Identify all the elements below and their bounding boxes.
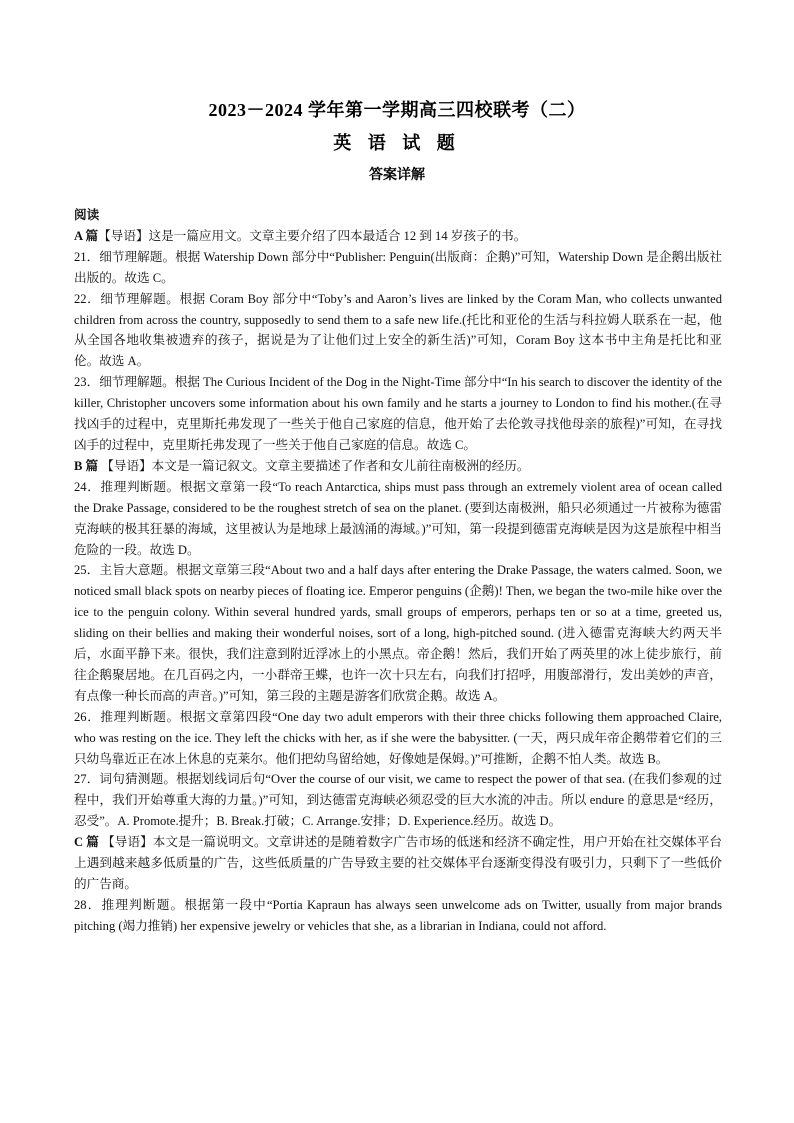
answer-21: 21．细节理解题。根据 Watership Down 部分中“Publisher: Penguin(出版商：企鹅)”可知，Watership Down 是企鹅出版社出版的。故选 C。 [74, 249, 722, 285]
paragraph-a-intro: A 篇【导语】这是一篇应用文。文章主要介绍了四本最适合 12 到 14 岁孩子的书。 [74, 228, 527, 243]
paragraph-b-intro: B 篇 【导语】本文是一篇记叙文。文章主要描述了作者和女儿前往南极洲的经历。 [74, 458, 530, 473]
answer-28: 28．推理判断题。根据第一段中“Portia Kapraun has always seen unwelcome ads on Twitter, usually from major brands pitching (竭力推销) her expensive jewelry or vehicles that she, as a librarian in Indiana, could not afford. [74, 897, 722, 933]
answer-22: 22．细节理解题。根据 Coram Boy 部分中“Toby’s and Aaron’s lives are linked by the Coram Man, who collects unwanted children from across the country, supposedly to send them to a safe new life.(托比和亚伦的生活与科拉姆人联系在一起，他从全国各地收集被遗弃的孩子，据说是为了让他们过上安全的新生活)”可知，Coram Boy 这本书中主角是托比和亚伦。故选 A。 [74, 291, 722, 369]
document-title: 2023－2024 学年第一学期高三四校联考（二） [208, 100, 586, 120]
subject-title: 英 语 试 题 [333, 133, 461, 153]
answer-26: 26．推理判断题。根据文章第四段“One day two adult emperors with their three chicks following them approached Claire, who was resting on the ice. They left the chicks with her, as if she were the babysitter. (一天，两只成年帝企鹅带着它们的三只幼鸟靠近正在冰上休息的克莱尔。他们把幼鸟留给她，好像她是保姆。)”可推断，企鹅不怕人类。故选 B。 [74, 709, 722, 766]
answer-subtitle: 答案详解 [369, 168, 425, 183]
passage-label: B 篇 [74, 458, 99, 473]
answer-24: 24．推理判断题。根据文章第一段“To reach Antarctica, ships must pass through an extremely violent area of ocean called the Drake Passage, considered to be the roughest stretch of sea on the planet. (要到达南极洲，船只必须通过一片被称为德雷克海峡的极其狂暴的海域，这里被认为是地球上最汹涌的海域。)”可知，第一段提到德雷克海峡是因为这是旅程中相当危险的一段。故选 D。 [74, 479, 722, 557]
passage-label: C 篇 [74, 835, 99, 850]
passage-label: A 篇 [74, 228, 99, 243]
answer-27: 27．词句猜测题。根据划线词后句“Over the course of our visit, we came to respect the power of that sea. (在我们参观的过程中，我们开始尊重大海的力量。)”可知，到达德雷克海峡必须忍受的巨大水流的冲击。所以 endure 的意思是“经历，忍受”。A. Promote.提升；B. Break.打破；C. Arrange.安排；D. Experience.经历。故选 D。 [74, 772, 722, 829]
paragraph-c-intro: C 篇 【导语】本文是一篇说明文。文章讲述的是随着数字广告市场的低迷和经济不确定性，用户开始在社交媒体平台上遇到越来越多低质量的广告，这些低质量的广告导致主要的社交媒体平台逐渐变得没有吸引力，只剩下了一些低价的广告商。 [74, 835, 722, 891]
answer-23: 23．细节理解题。根据 The Curious Incident of the Dog in the Night-Time 部分中“In his search to discover the identity of the killer, Christopher uncovers some information about his own family and he starts a journey to London to find his mother.(在寻找凶手的过程中，克里斯托弗发现了一些关于他自己家庭的信息，他开始了去伦敦寻找他母亲的旅程)”可知，在寻找凶手的过程中，克里斯托弗发现了一些关于他自己家庭的信息。故选 C。 [74, 375, 723, 452]
answer-body [74, 205, 722, 937]
answer-25: 25．主旨大意题。根据文章第三段“About two and a half days after entering the Drake Passage, the waters calmed. Soon, we noticed small black spots on nearby pieces of floating ice. Emperor penguins (企鹅)! Then, we began the two-mile hike over the ice to the penguin colony. Within several hundred yards, small groups of emperors, perhaps ten or so at a time, greeted us, sliding on their bellies and making their wonderful noises, sort of a long, high-pitched sound. (进入德雷克海峡大约两天半后，水面平静下来。很快，我们注意到附近浮冰上的小黑点。帝企鹅！然后，我们开始了两英里的冰上徒步旅行，前往企鹅聚居地。在几百码之内，一小群帝王蝶，也许一次十只左右，向我们打招呼，用腹部滑行，发出美妙的声音，有点像一种长而高的声音。)”可知，第三段的主题是游客们欣赏企鹅。故选 A。 [74, 563, 722, 703]
section-heading: 阅读 [74, 208, 100, 222]
